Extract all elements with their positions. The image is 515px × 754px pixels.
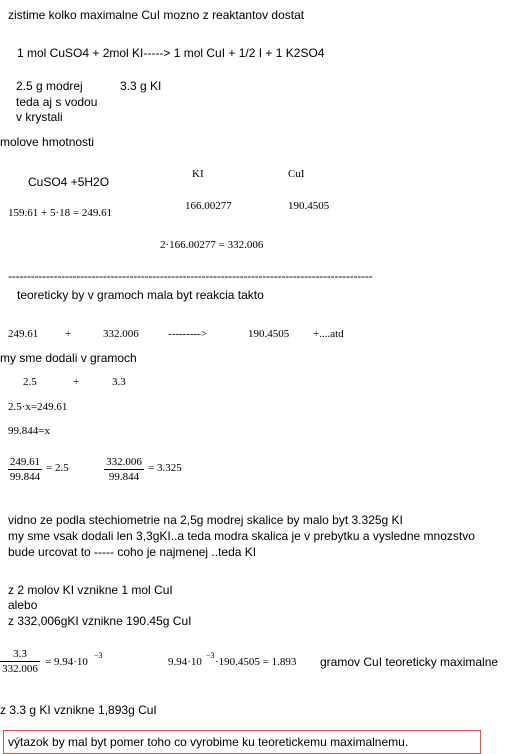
calc-unit-text: gramov CuI teoreticky maximalne <box>320 655 499 669</box>
calc-result-base: = 9.94·10 <box>45 656 88 668</box>
explanation-line-3: bude urcovat to ----- coho je najmenej ..teda KI <box>8 545 257 559</box>
ratio-plus: + <box>65 328 72 340</box>
fraction-1-denominator: 99.844 <box>9 471 41 483</box>
calc-mult-exponent: −3 <box>206 651 215 660</box>
fraction-3-denominator: 332.006 <box>2 663 38 675</box>
molov-line-3: z 332,006gKI vznikne 190.45g CuI <box>8 614 192 628</box>
dodali-a: 2.5 <box>23 376 37 388</box>
ratio-arrow: ---------> <box>168 328 208 340</box>
intro-text: zistime kolko maximalne CuI mozno z reaktantov dostat <box>8 8 305 22</box>
ratio-a: 249.61 <box>8 328 39 340</box>
teoreticky-text: teoreticky by v gramoch mala byt reakcia takto <box>17 288 264 302</box>
explanation-line-2: my sme vsak dodali len 3,3gKI..a teda modra skalica je v prebytku a vysledne mnozstvo <box>8 529 475 543</box>
cui-value: 190.4505 <box>288 200 330 212</box>
fraction-1 <box>8 456 42 483</box>
result-text: z 3.3 g KI vznikne 1,893g CuI <box>0 703 157 717</box>
separator-dashes: ------------------------------------------------------------------------------------------------ <box>8 269 373 283</box>
molove-heading: molove hmotnosti <box>0 135 95 149</box>
fraction-2-denominator: 99.844 <box>108 471 140 483</box>
conclusion-text: výtazok by mal byt pomer toho co vyrobime ku teoretickemu maximalnemu. <box>8 735 409 749</box>
dodali-heading: my sme dodali v gramoch <box>0 351 137 365</box>
teda-text: teda aj s vodou <box>16 95 98 109</box>
fraction-1-numerator: 249.61 <box>9 456 41 468</box>
fraction-2 <box>104 456 144 483</box>
dodali-b: 3.3 <box>112 376 126 388</box>
fraction-3 <box>0 648 40 675</box>
ki-value: 166.00277 <box>185 200 232 212</box>
modrej-mass: 2.5 g modrej <box>16 79 83 93</box>
double-ki-value: 2·166.00277 = 332.006 <box>160 239 264 251</box>
explanation-line-1: vidno ze podla stechiometrie na 2,5g modrej skalice by malo byt 3.325g KI <box>8 513 403 527</box>
ratio-rest: +....atd <box>313 328 344 340</box>
cui-label: CuI <box>288 168 305 180</box>
dodali-plus: + <box>73 376 80 388</box>
molov-line-1: z 2 molov KI vznikne 1 mol CuI <box>8 583 173 597</box>
calc-mult-rest: ·190.4505 = 1.893 <box>215 656 297 668</box>
calc-mult-base: 9.94·10 <box>168 656 202 668</box>
fraction-1-result: = 2.5 <box>46 462 69 474</box>
cuso4-value: 159.61 + 5·18 = 249.61 <box>8 207 113 219</box>
equation-1: 2.5·x=249.61 <box>8 401 68 413</box>
fraction-2-result: = 3.325 <box>148 462 182 474</box>
ratio-c: 190.4505 <box>248 328 290 340</box>
ki-mass: 3.3 g KI <box>120 79 162 93</box>
molov-line-2: alebo <box>8 598 38 612</box>
reaction-equation: 1 mol CuSO4 + 2mol KI-----> 1 mol CuI + 1/2 I + 1 K2SO4 <box>17 46 325 60</box>
cuso4-label: CuSO4 +5H2O <box>28 175 110 189</box>
fraction-2-numerator: 332.006 <box>104 456 144 470</box>
krystali-text: v krystali <box>16 110 63 124</box>
ki-label: KI <box>192 168 204 180</box>
ratio-b: 332.006 <box>103 328 139 340</box>
calc-result-exponent: −3 <box>94 651 103 660</box>
fraction-3-numerator: 3.3 <box>0 648 40 662</box>
equation-2: 99.844=x <box>8 425 50 437</box>
